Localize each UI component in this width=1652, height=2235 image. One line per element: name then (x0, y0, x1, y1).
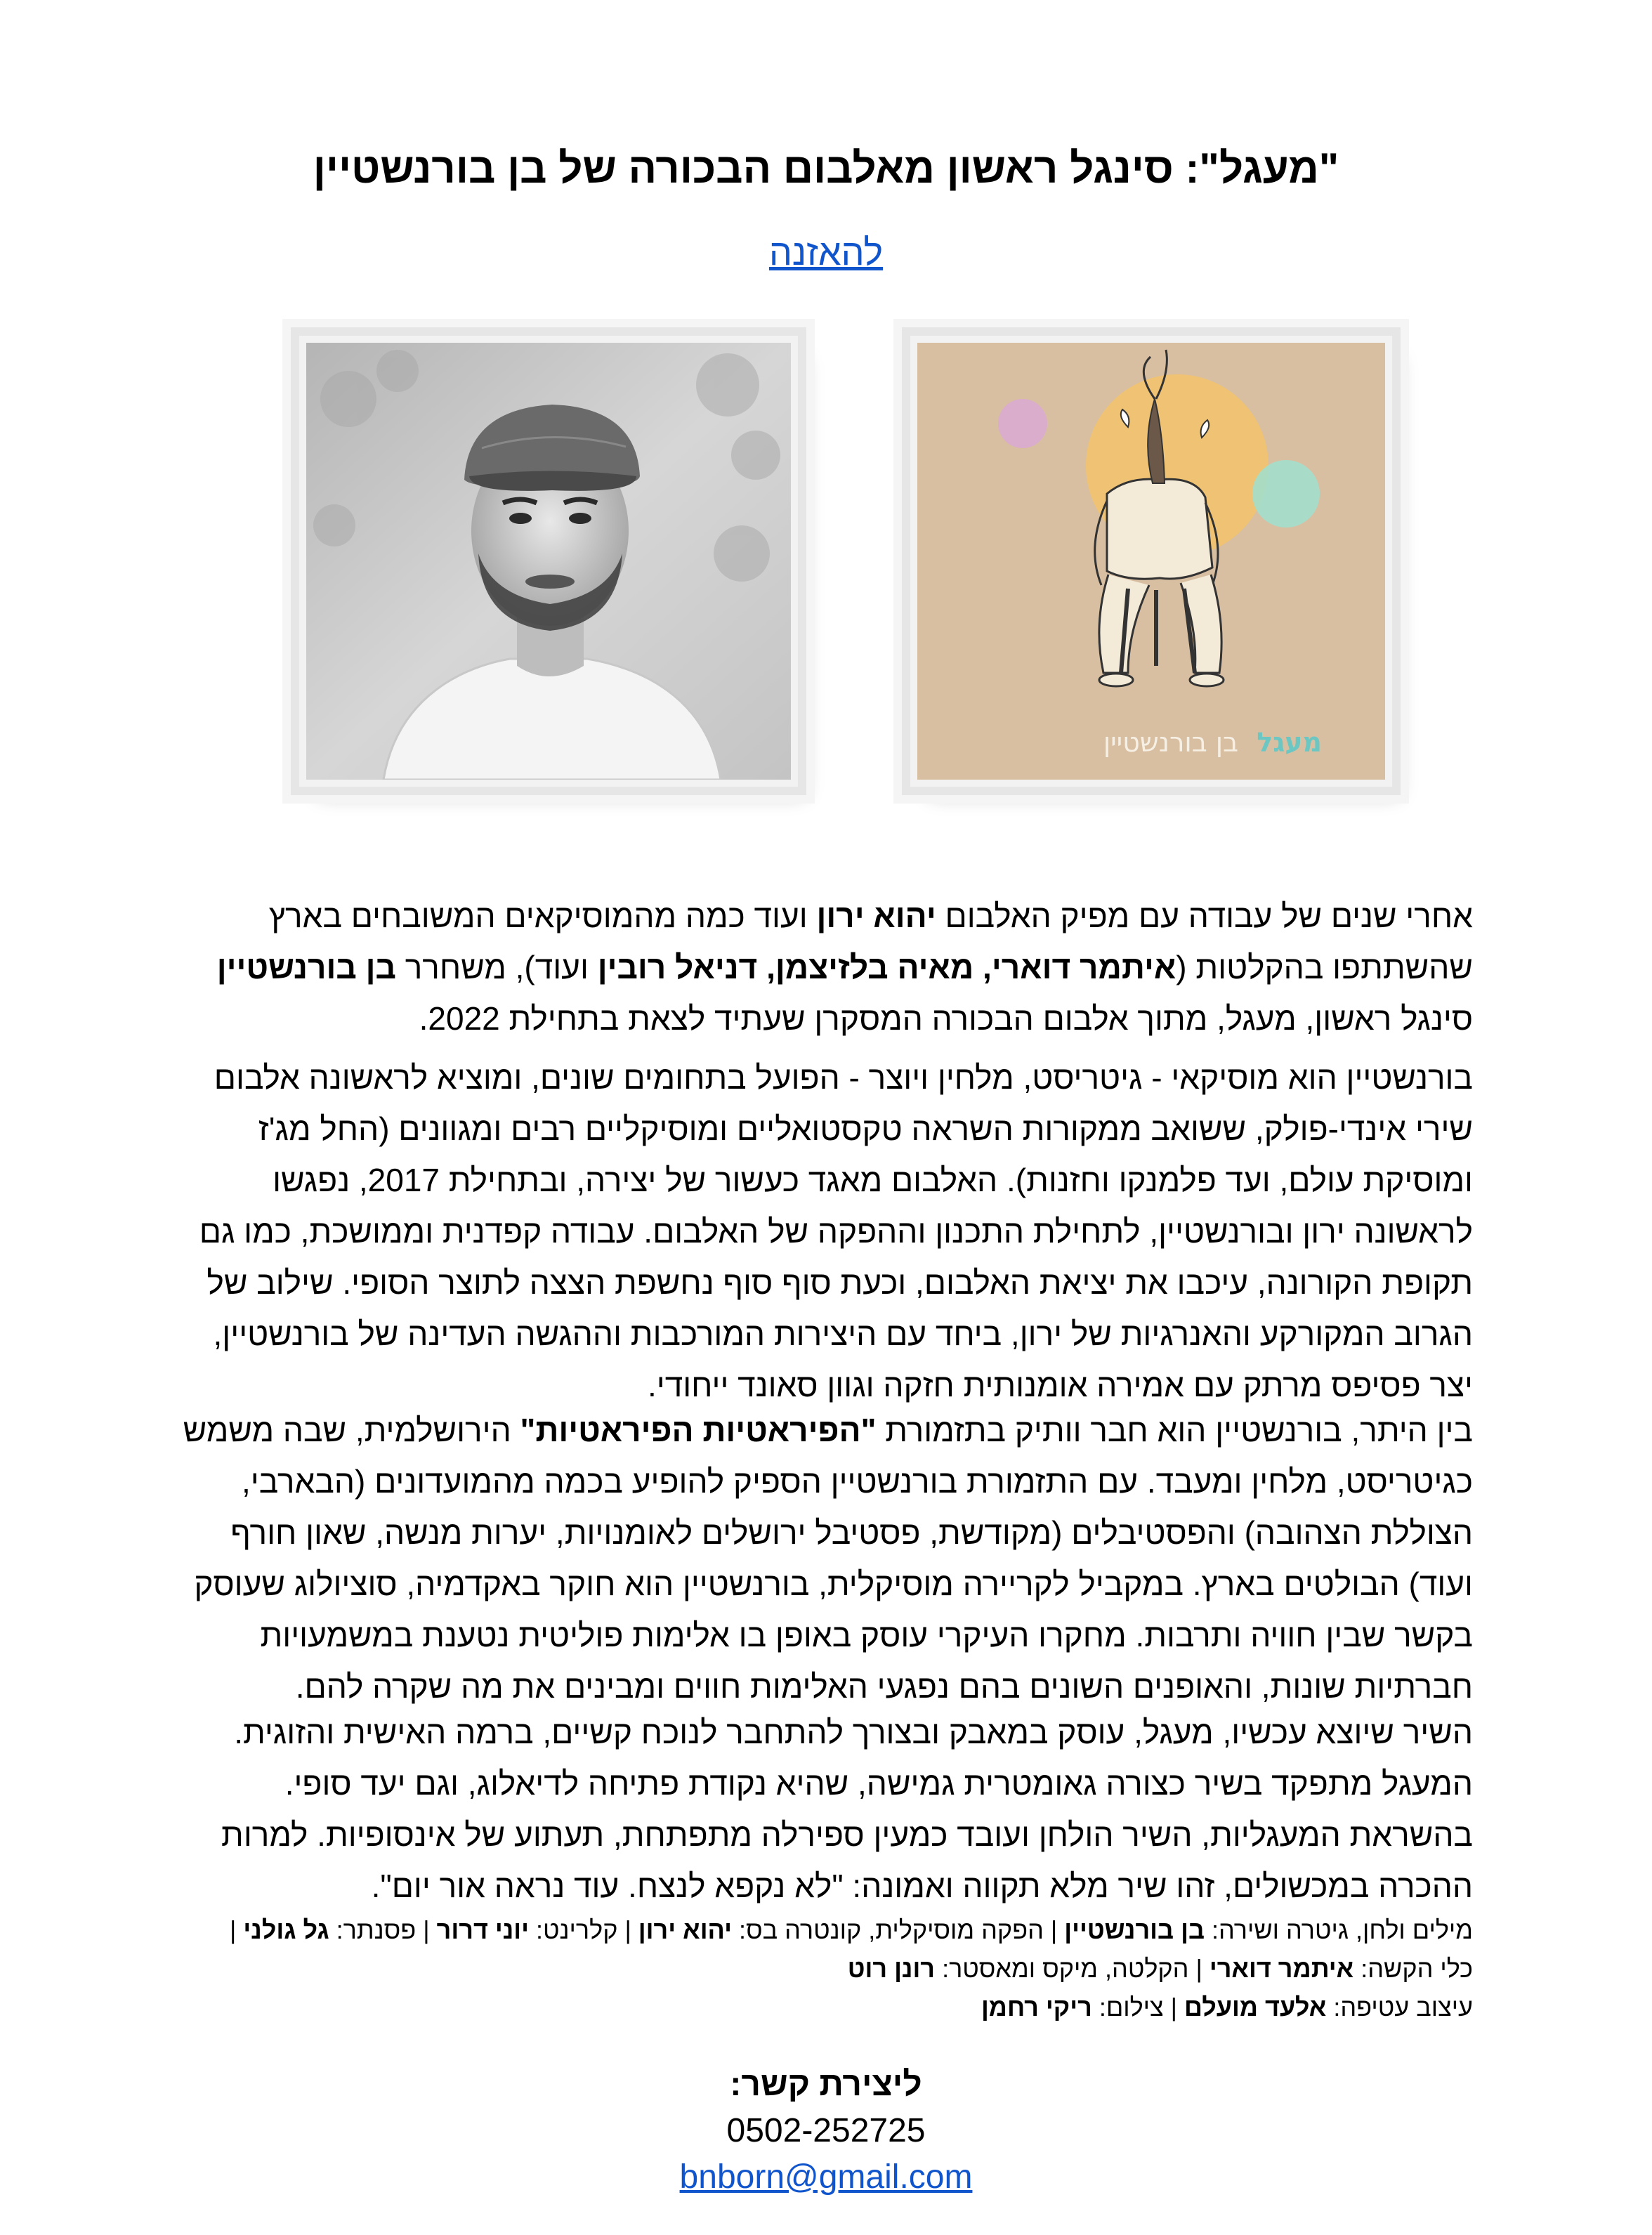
p1-bold-musicians: איתמר דוארי, מאיה בלזיצמן, דניאל רובין (597, 949, 1176, 985)
listen-link-row (169, 228, 1483, 277)
contact-heading: ליצירת קשר: (730, 2066, 922, 2103)
p1-text-4: סינגל ראשון, מעגל, מתוך אלבום הבכורה המסקרן שעתיד לצאת בתחילת 2022. (419, 1000, 1473, 1037)
p1-text-3: ועוד), משחרר (395, 949, 598, 985)
artist-portrait-photo (306, 343, 791, 780)
p1-text-1: אחרי שנים של עבודה עם מפיק האלבום (936, 898, 1473, 934)
credit-label: | פסנתר: (329, 1915, 437, 1944)
credit-name: יוני דרור (436, 1915, 530, 1944)
credits-block (179, 1910, 1473, 2026)
p1-bold-artist: בן בורנשטיין (216, 949, 396, 985)
credit-label: מילים ולחן, גיטרה ושירה: (1205, 1915, 1473, 1944)
credit-label: | צילום: (1092, 1993, 1184, 2021)
credit-name: יהוא ירון (638, 1915, 733, 1944)
credits-line-2 (179, 1949, 1473, 1988)
album-cover-illustration (917, 343, 1385, 780)
credits-line-3 (179, 1988, 1473, 2026)
album-cover-artist: בן בורנשטיין (1103, 727, 1239, 758)
p1-text-2: ועוד כמה מהמוסיקאים המשובחים בארץ שהשתתפו בהקלטות ( (268, 898, 1473, 985)
paragraph-intro (179, 891, 1473, 1044)
paragraph-song: השיר שיוצא עכשיו, מעגל, עוסק במאבק ובצורך להתחבר לנוכח קשיים, ברמה האישית והזוגית. המעגל מתפקד בשיר כצורה גאומטרית גמישה, שהיא נקודת פתיחה לדיאלוג, וגם יעד סופי. בהשראת המעגליות, השיר הולחן ועובד כמעין ספירלה מתפתחת, תעתוע של אינסופיות. למרות ההכרה במכשולים, זהו שיר מלא תקווה ואמונה: "לא נקפא לנצח. עוד נראה אור יום". (221, 1714, 1473, 1904)
credit-name: רונן רוט (847, 1954, 936, 1983)
contact-block (169, 2062, 1483, 2201)
listen-link[interactable]: להאזנה (768, 232, 884, 273)
album-cover-image (917, 343, 1385, 780)
paragraph-about: בורנשטיין הוא מוסיקאי - גיטריסט, מלחין ויוצר - הפועל בתחומים שונים, ומוציא לראשונה אלבום שירי אינדי-פולק, ששואב ממקורות השראה טקסטואליים ומוסיקליים רבים ומגוונים (החל מג'ז ומוסיקת עולם, ועד פלמנקו וחזנות). האלבום מאגד כעשור של יצירה, ובתחילת 2017, נפגשו לראשונה ירון ובורנשטיין, לתחילת התכנון וההפקה של האלבום. עבודה קפדנית וממושכת, כמו גם תקופת הקורונה, עיכבו את יציאת האלבום, וכעת סוף סוף נחשפת הצצה לתוצר הסופי. שילוב של הגרוב המקורקע והאנרגיות של ירון, ביחד עם היצירות המורכבות וההגשה העדינה של בורנשטיין, יצר פסיפס מרתק עם אמירה אומנותית חזקה וגוון סאונד ייחודי. (199, 1059, 1473, 1403)
paragraph-orchestra (179, 1405, 1473, 1712)
credit-separator: | (230, 1915, 244, 1944)
p3-bold-orchestra: "הפיראטיות הפיראטיות" (520, 1412, 877, 1448)
credit-name: ריקי רחמן (981, 1993, 1092, 2021)
album-cover-text (1103, 725, 1322, 760)
p3-text-1: בין היתר, בורנשטיין הוא חבר וותיק בתזמורת (876, 1412, 1473, 1448)
credit-name: אלעד מועלם (1184, 1993, 1327, 2021)
credit-label: | הפקה מוסיקלית, קונטרה בס: (732, 1915, 1065, 1944)
credit-label: כלי הקשה: (1353, 1954, 1473, 1983)
credit-name: גל גולני (243, 1915, 329, 1944)
credit-label: עיצוב עטיפה: (1326, 1993, 1473, 2021)
p1-bold-producer: יהוא ירון (816, 898, 936, 934)
credit-name: בן בורנשטיין (1064, 1915, 1205, 1944)
credit-label: | קלרינט: (529, 1915, 638, 1944)
album-cover-title: מעגל (1257, 727, 1322, 758)
credits-line-1 (179, 1910, 1473, 1949)
credit-name: איתמר דוארי (1209, 1954, 1354, 1983)
contact-phone: 0502-252725 (726, 2112, 926, 2149)
contact-email-link[interactable]: bnborn@gmail.com (679, 2158, 973, 2196)
page-title: "מעגל": סינגל ראשון מאלבום הבכורה של בן בורנשטיין (313, 145, 1339, 192)
p3-text-2: הירושלמית, שבה משמש כגיטריסט, מלחין ומעבד. עם התזמורת בורנשטיין הספיק להופיע בכמה מהמועדונים (הבארבי, הצוללת הצהובה) והפסטיבלים (מקודשת, פסטיבל ירושלים לאומנויות, יערות מנשה, שאון חורף ועוד) הבולטים בארץ. במקביל לקריירה מוסיקלית, בורנשטיין הוא חוקר באקדמיה, סוציולוג שעוסק בקשר שבין חוויה ותרבות. מחקרו העיקרי עוסק באופן בו אלימות פוליטית נטענת במשמעויות חברתיות שונות, והאופנים השונים בהם נפגעי האלימות חווים ומבינים את מה שקרה להם. (183, 1412, 1473, 1705)
portrait-illustration (306, 343, 791, 780)
credit-label: | הקלטה, מיקס ומאסטר: (935, 1954, 1210, 1983)
